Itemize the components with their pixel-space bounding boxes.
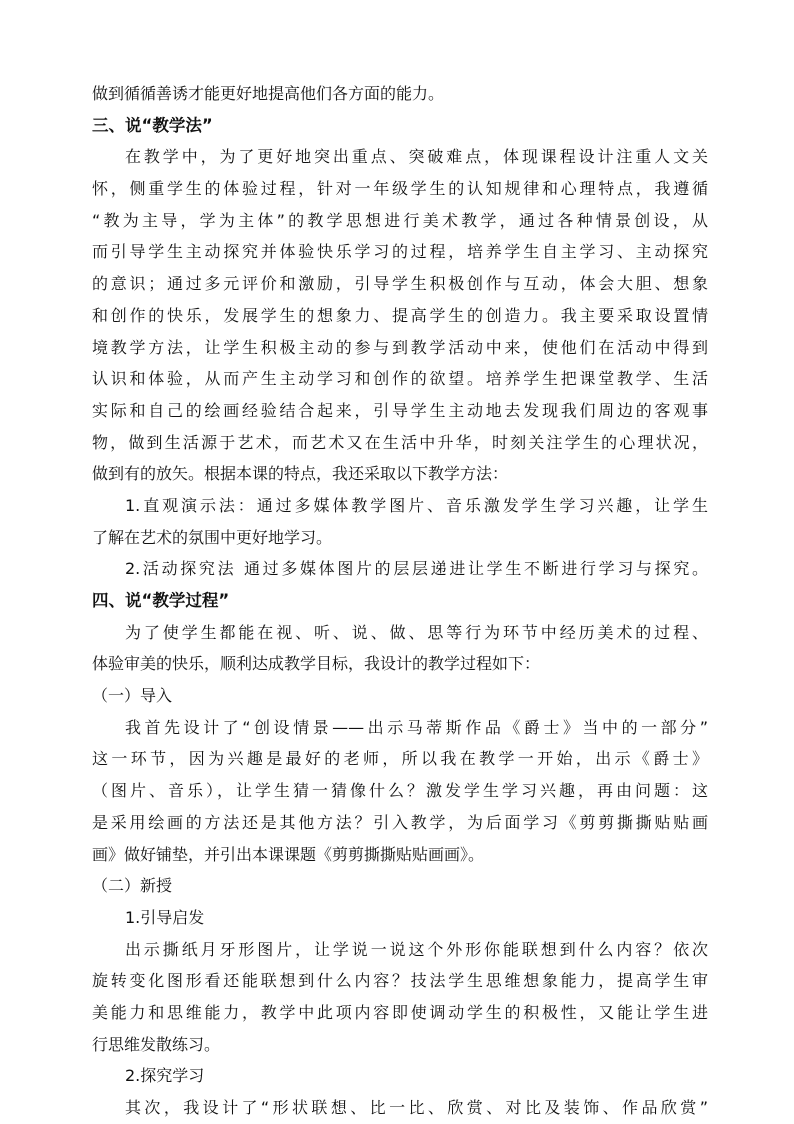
subsection-heading-intro: （一）导入 [92,686,173,706]
text-line: 1.直观演示法：通过多媒体教学图片、音乐激发学生学习兴趣，让学生 [125,495,708,515]
text-line: 是采用绘画的方法还是其他方法？引入教学，为后面学习《剪剪撕撕贴贴画 [92,812,708,832]
text-line: 而引导学生主动探究并体验快乐学习的过程，培养学生自主学习、主动探究 [92,242,708,262]
text-line: 在教学中，为了更好地突出重点、突破难点，体现课程设计注重人文关 [125,147,708,167]
text-line: 这一环节，因为兴趣是最好的老师，所以我在教学一开始，出示《爵士》 [92,749,708,769]
text-line: 美能力和思维能力，教学中此项内容即使调动学生的积极性，又能让学生进 [92,1002,708,1022]
item-heading-guidance: 1.引导启发 [125,907,205,927]
subsection-heading-new-lesson: （二）新授 [92,876,173,896]
text-line: 做到循循善诱才能更好地提高他们各方面的能力。 [92,84,445,103]
text-line: 画》做好铺垫，并引出本课课题《剪剪撕撕贴贴画画》。 [92,844,485,864]
text-line: “教为主导，学为主体”的教学思想进行美术教学，通过各种情景创设，从 [92,210,708,230]
text-line: 行思维发散练习。 [92,1034,221,1054]
item-heading-inquiry: 2.探究学习 [125,1066,205,1086]
text-line: （图片、音乐），让学生猜一猜像什么？激发学生学习兴趣，再由问题：这 [92,781,708,801]
text-line: 其次，我设计了“形状联想、比一比、欣赏、对比及装饰、作品欣赏” [125,1098,708,1117]
text-line: 了解在艺术的氛围中更好地学习。 [92,527,333,547]
section-heading-teaching-process: 四、说“教学过程” [92,591,230,610]
text-line: 的意识；通过多元评价和激励，引导学生积极创作与互动，体会大胆、想象 [92,274,708,294]
text-line: 体验审美的快乐，顺利达成教学目标，我设计的教学过程如下： [92,654,541,674]
text-line: 怀，侧重学生的体验过程，针对一年级学生的认知规律和心理特点，我遵循 [92,179,708,199]
text-line: 为了使学生都能在视、听、说、做、思等行为环节中经历美术的过程、 [125,622,708,642]
text-line: 认识和体验，从而产生主动学习和创作的欲望。培养学生把课堂教学、生活 [92,369,708,389]
section-heading-teaching-method: 三、说“教学法” [92,115,213,135]
text-line: 旋转变化图形看还能联想到什么内容？技法学生思维想象能力，提高学生审 [92,971,708,991]
text-line: 出示撕纸月牙形图片，让学说一说这个外形你能联想到什么内容？依次 [125,939,708,959]
text-line: 实际和自己的绘画经验结合起来，引导学生主动地去发现我们周边的客观事 [92,400,708,420]
text-line: 物，做到生活源于艺术，而艺术又在生活中升华，时刻关注学生的心理状况， [92,432,708,452]
text-line: 和创作的快乐，发展学生的想象力、提高学生的创造力。我主要采取设置情 [92,305,708,325]
text-line: 做到有的放矢。根据本课的特点，我还采取以下教学方法： [92,464,509,484]
text-line: 2.活动探究法 通过多媒体图片的层层递进让学生不断进行学习与探究。 [125,559,708,579]
text-line: 境教学方法，让学生积极主动的参与到教学活动中来，使他们在活动中得到 [92,337,708,357]
text-line: 我首先设计了“创设情景——出示马蒂斯作品《爵士》当中的一部分” [125,717,708,737]
document-body [92,78,708,1124]
